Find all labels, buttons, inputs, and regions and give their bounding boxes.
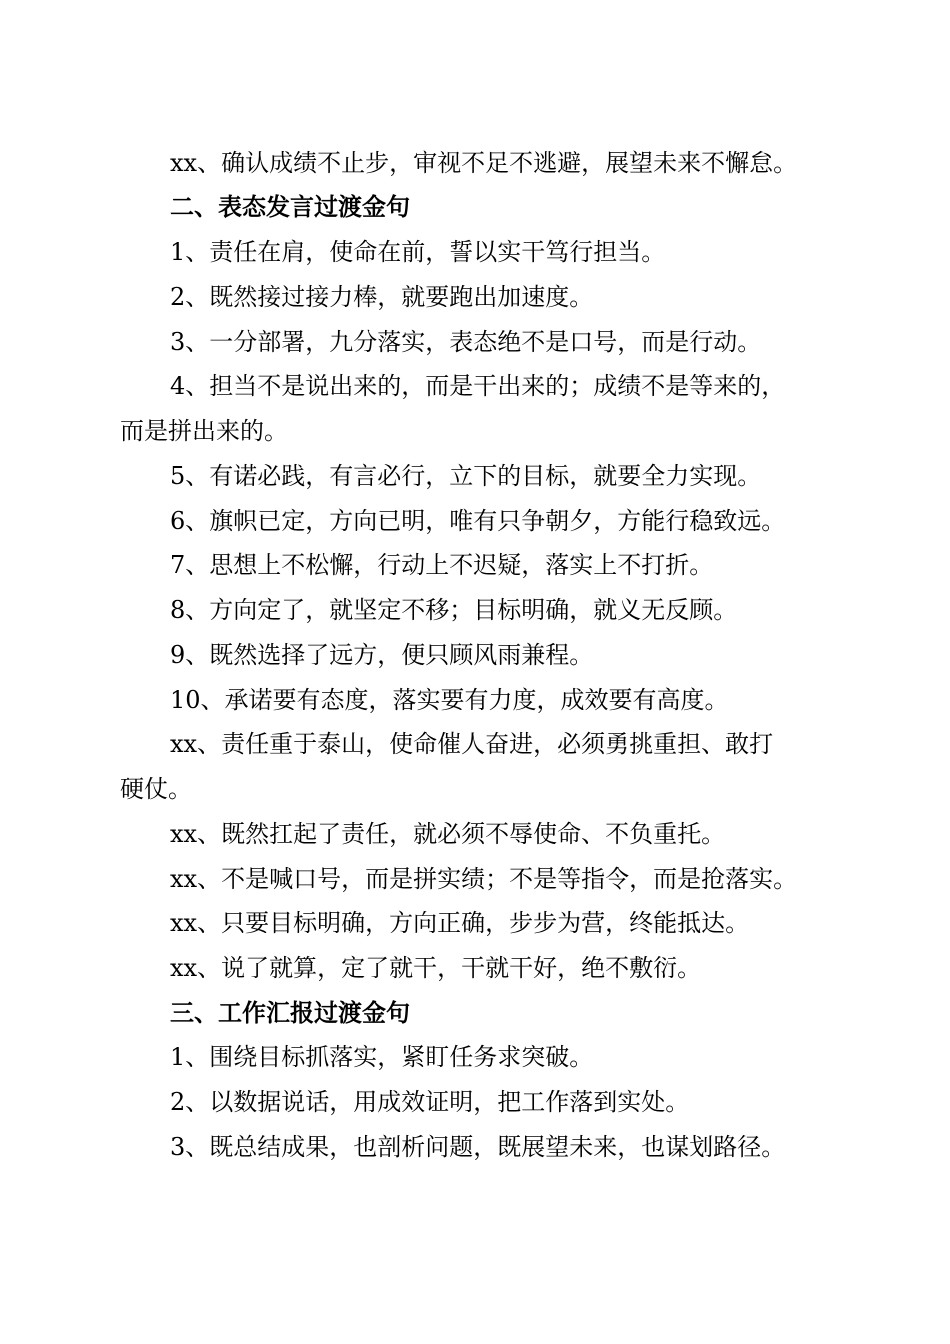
text-line: xx、确认成绩不止步，审视不足不逃避，展望未来不懈怠。 [170, 149, 798, 177]
text-line: 而是拼出来的。 [120, 417, 288, 445]
text-line: 9、既然选择了远方，便只顾风雨兼程。 [170, 641, 594, 669]
text-line: 6、旗帜已定，方向已明，唯有只争朝夕，方能行稳致远。 [170, 507, 786, 535]
text-line: xx、不是喊口号，而是拼实绩；不是等指令，而是抢落实。 [170, 865, 798, 893]
text-line: 3、既总结成果，也剖析问题，既展望未来，也谋划路径。 [170, 1133, 786, 1161]
text-line: 5、有诺必践，有言必行，立下的目标，就要全力实现。 [170, 462, 762, 490]
text-line: xx、既然扛起了责任，就必须不辱使命、不负重托。 [170, 820, 726, 848]
text-line: 8、方向定了，就坚定不移；目标明确，就义无反顾。 [170, 596, 738, 624]
text-line: 硬仗。 [120, 775, 192, 803]
section-heading: 二、表态发言过渡金句 [170, 193, 410, 221]
section-heading: 三、工作汇报过渡金句 [170, 999, 410, 1027]
text-line: xx、责任重于泰山，使命催人奋进，必须勇挑重担、敢打 [170, 730, 774, 758]
text-line: 1、围绕目标抓落实，紧盯任务求突破。 [170, 1043, 594, 1071]
text-line: 10、承诺要有态度，落实要有力度，成效要有高度。 [170, 686, 729, 714]
text-line: xx、只要目标明确，方向正确，步步为营，终能抵达。 [170, 909, 750, 937]
text-line: 2、以数据说话，用成效证明，把工作落到实处。 [170, 1088, 690, 1116]
text-line: 2、既然接过接力棒，就要跑出加速度。 [170, 283, 594, 311]
text-line: 4、担当不是说出来的，而是干出来的；成绩不是等来的， [170, 372, 786, 400]
text-line: 7、思想上不松懈，行动上不迟疑，落实上不打折。 [170, 551, 714, 579]
text-line: 3、一分部署，九分落实，表态绝不是口号，而是行动。 [170, 328, 762, 356]
text-line: 1、责任在肩，使命在前，誓以实干笃行担当。 [170, 238, 666, 266]
text-line: xx、说了就算，定了就干，干就干好，绝不敷衍。 [170, 954, 702, 982]
